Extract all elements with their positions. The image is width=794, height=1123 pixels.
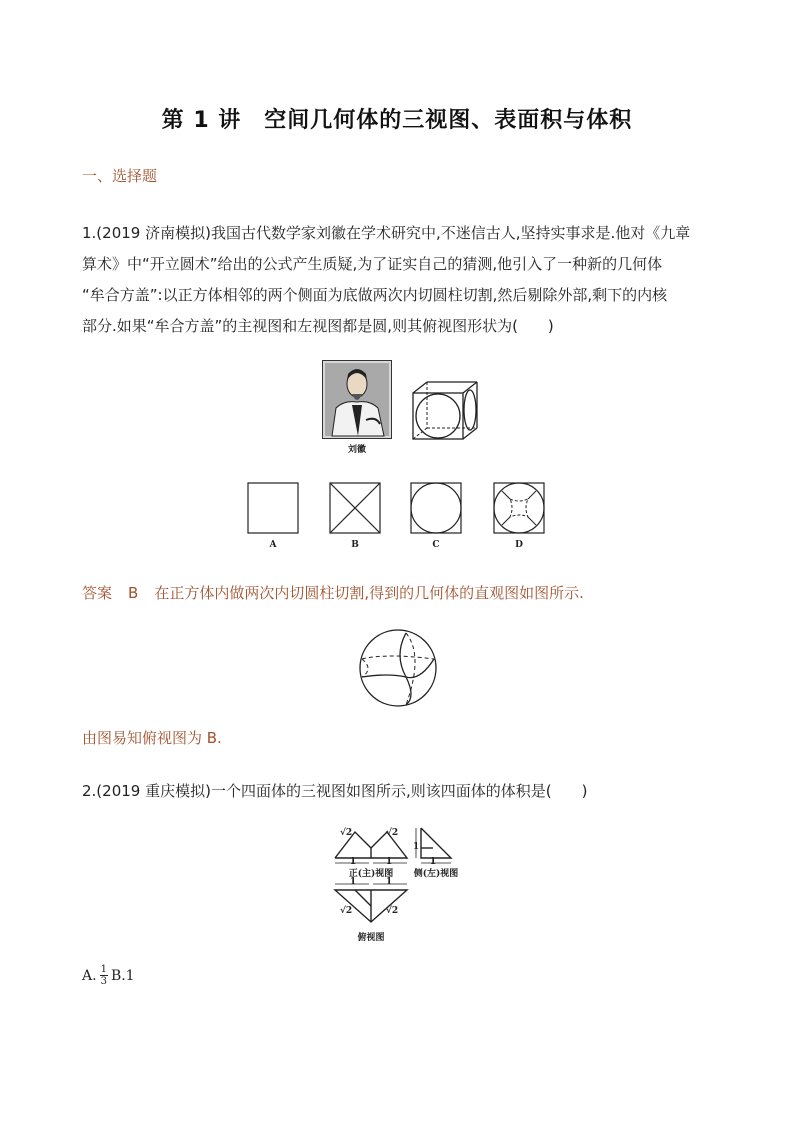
choice-a-prefix: A.	[82, 967, 97, 984]
front-sqrt2-left: √2	[340, 828, 353, 838]
answer-line	[82, 582, 584, 603]
option-d-label: D	[515, 540, 523, 550]
choice-a-fraction	[100, 964, 108, 987]
page-title: 第 1 讲 空间几何体的三视图、表面积与体积	[161, 108, 633, 133]
question-1-text	[82, 218, 722, 342]
front-dim-left: 1	[349, 857, 357, 867]
front-dim-right: 1	[385, 857, 393, 867]
option-c-label: C	[432, 540, 440, 550]
question-1-line-1: 1.(2019 济南模拟)我国古代数学家刘徽在学术研究中,不迷信古人,坚持实事求是.他对《九章	[82, 224, 691, 242]
top-sqrt2-left: √2	[340, 906, 353, 916]
question-2-stem: 2.(2019 重庆模拟)一个四面体的三视图如图所示,则该四面体的体积是( )	[82, 782, 588, 800]
question-1-line-2: 算术》中“开立圆术”给出的公式产生质疑,为了证实自己的猜测,他引入了一种新的几何体	[82, 255, 663, 273]
fraction-numerator: 1	[100, 964, 107, 975]
answer-value: B	[128, 584, 139, 602]
answer-explanation: 在正方体内做两次内切圆柱切割,得到的几何体的直观图如图所示.	[154, 584, 584, 602]
section-heading: 一、选择题	[82, 167, 158, 185]
top-view-caption: 俯视图	[357, 933, 385, 943]
front-view-caption: 正(主)视图	[348, 869, 394, 879]
fraction-denominator: 3	[100, 976, 107, 987]
cube-figure	[410, 380, 484, 440]
answer-conclusion: 由图易知俯视图为 B.	[82, 729, 222, 747]
moheh-fanggai-figure	[358, 627, 438, 709]
option-a-label: A	[269, 540, 277, 550]
option-a-figure	[247, 482, 299, 534]
side-dim-vertical: 1	[412, 842, 420, 852]
side-dim-horizontal: 1	[429, 857, 437, 867]
option-b-figure	[329, 482, 381, 534]
question-1-line-4: 部分.如果“牟合方盖”的主视图和左视图都是圆,则其俯视图形状为( )	[82, 317, 554, 335]
option-d-figure	[493, 482, 545, 534]
answer-label: 答案	[82, 584, 113, 602]
front-sqrt2-right: √2	[386, 828, 399, 838]
top-dim-left: 1	[349, 877, 357, 887]
choice-b: B.1	[110, 967, 135, 984]
option-b-label: B	[351, 540, 359, 550]
portrait-caption: 刘徽	[347, 445, 366, 455]
liu-hui-portrait	[322, 360, 392, 440]
top-sqrt2-right: √2	[386, 906, 399, 916]
top-dim-right: 1	[385, 877, 393, 887]
question-2-choices	[82, 964, 135, 987]
question-1-line-3: “牟合方盖”:以正方体相邻的两个侧面为底做两次内切圆柱切割,然后剔除外部,剩下的内核	[82, 286, 668, 304]
side-view-caption: 侧(左)视图	[413, 869, 459, 879]
top-view-figure	[333, 880, 409, 926]
option-c-figure	[410, 482, 462, 534]
